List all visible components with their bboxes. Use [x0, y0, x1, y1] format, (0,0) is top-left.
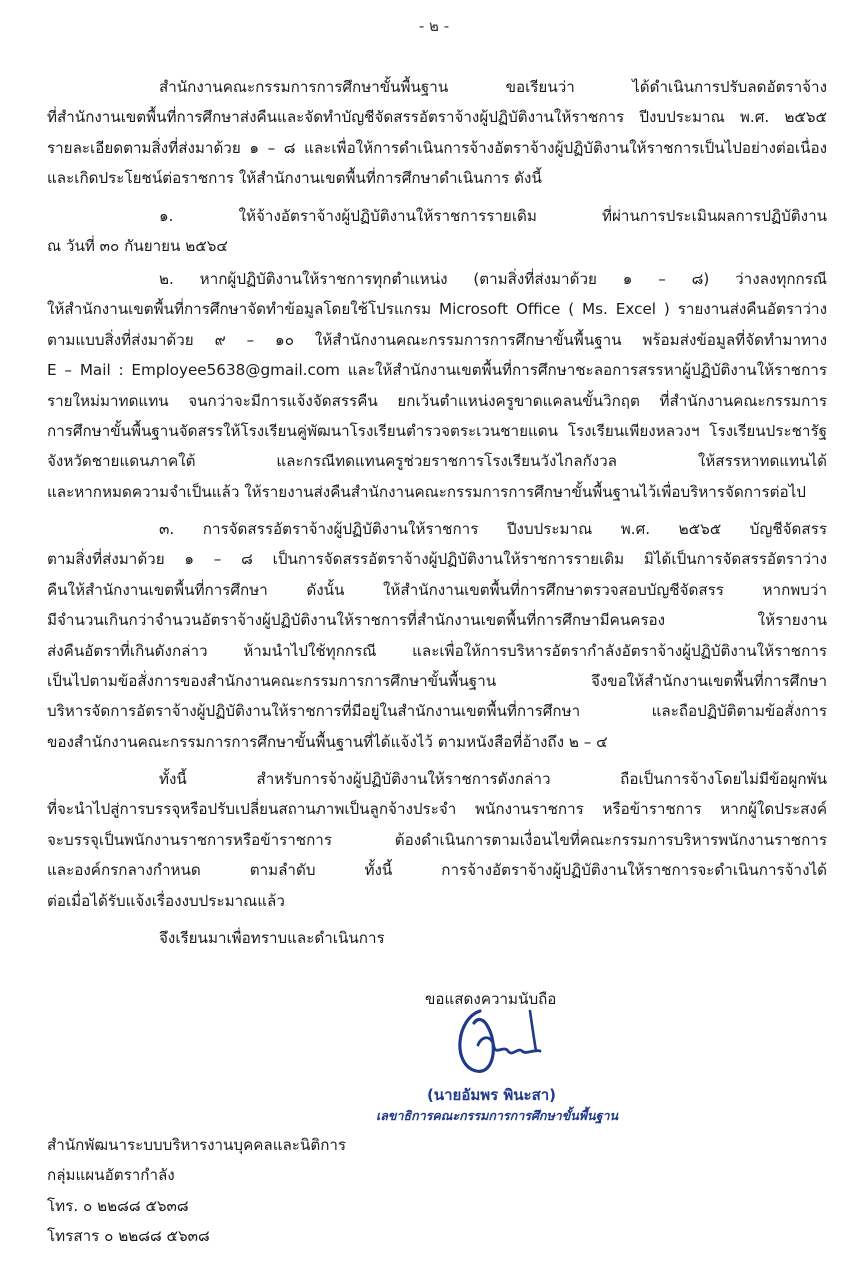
footer-tel: โทร. ๐ ๒๒๘๘ ๕๖๓๘	[47, 1196, 189, 1215]
page-number: - ๒ -	[418, 17, 450, 35]
signer-name: (นายอัมพร พินะสา)	[427, 1086, 557, 1104]
text-line: มีจำนวนเกินกว่าจำนวนอัตราจ้างผู้ปฏิบัติงานให้ราชการที่สำนักงานเขตพื้นที่การศึกษามีคนครอง ให้รายงาน	[47, 611, 827, 630]
footer-group: กลุ่มแผนอัตรากำลัง	[47, 1166, 175, 1185]
text-line: สำนักงานคณะกรรมการการศึกษาขั้นพื้นฐาน ขอเรียนว่า ได้ดำเนินการปรับลดอัตราจ้าง	[159, 78, 827, 96]
signature-image	[448, 1005, 568, 1083]
text-line: ทั้งนี้ สำหรับการจ้างผู้ปฏิบัติงานให้ราชการดังกล่าว ถือเป็นการจ้างโดยไม่มีข้อผูกพัน	[159, 770, 827, 788]
text-line: และเกิดประโยชน์ต่อราชการ ให้สำนักงานเขตพื้นที่การศึกษาดำเนินการ ดังนี้	[47, 169, 542, 188]
text-line: ๓. การจัดสรรอัตราจ้างผู้ปฏิบัติงานให้ราชการ ปีงบประมาณ พ.ศ. ๒๕๖๕ บัญชีจัดสรร	[159, 520, 827, 538]
text-line: เป็นไปตามข้อสั่งการของสำนักงานคณะกรรมการการศึกษาขั้นพื้นฐาน จึงขอให้สำนักงานเขตพื้นที่การศึกษา	[47, 672, 827, 691]
text-line: และองค์กรกลางกำหนด ตามลำดับ ทั้งนี้ การจ้างอัตราจ้างผู้ปฏิบัติงานให้ราชการจะดำเนินการจ้างได้	[47, 861, 827, 880]
footer-fax: โทรสาร ๐ ๒๒๘๘ ๕๖๓๘	[47, 1227, 210, 1246]
text-line: ๒. หากผู้ปฏิบัติงานให้ราชการทุกตำแหน่ง (ตามสิ่งที่ส่งมาด้วย ๑ – ๘) ว่างลงทุกกรณี	[159, 270, 827, 288]
text-line: ตามแบบสิ่งที่ส่งมาด้วย ๙ – ๑๐ ให้สำนักงานคณะกรรมการการศึกษาขั้นพื้นฐาน พร้อมส่งข้อมูลที่จัดทำมาทาง	[47, 330, 827, 349]
text-line: การศึกษาขั้นพื้นฐานจัดสรรให้โรงเรียนคู่พัฒนาโรงเรียนตำรวจตระเวนชายแดน โรงเรียนเพียงหลวงฯ โรงเรียนประชารัฐ	[47, 422, 827, 441]
text-line: ต่อเมื่อได้รับแจ้งเรื่องงบประมาณแล้ว	[47, 891, 285, 910]
text-line: จังหวัดชายแดนภาคใต้ และกรณีทดแทนครูช่วยราชการโรงเรียนวังไกลกังวล ให้สรรหาทดแทนได้	[47, 452, 827, 471]
signer-title: เลขาธิการคณะกรรมการการศึกษาขั้นพื้นฐาน	[376, 1108, 619, 1123]
text-line: จะบรรจุเป็นพนักงานราชการหรือข้าราชการ ต้องดำเนินการตามเงื่อนไขที่คณะกรรมการบริหารพนักงานราชการ	[47, 830, 827, 849]
text-line: ๑. ให้จ้างอัตราจ้างผู้ปฏิบัติงานให้ราชการรายเดิม ที่ผ่านการประเมินผลการปฏิบัติงาน	[159, 207, 827, 225]
paragraph-item-2	[47, 264, 827, 507]
paragraph-item-1	[47, 201, 827, 262]
text-line: E – Mail : Employee5638@gmail.com และให้สำนักงานเขตพื้นที่การศึกษาชะลอการสรรหาผู้ปฏิบัติงานให้ราชการ	[47, 361, 827, 380]
text-line: ส่งคืนอัตราที่เกินดังกล่าว ห้ามนำไปใช้ทุกกรณี และเพื่อให้การบริหารอัตรากำลังอัตราจ้างผู้ปฏิบัติงานให้ราชการ	[47, 641, 827, 660]
text-line: ให้สำนักงานเขตพื้นที่การศึกษาจัดทำข้อมูลโดยใช้โปรแกรม Microsoft Office ( Ms. Excel ) รายงานส่งคืนอัตราว่าง	[47, 300, 827, 319]
text-line: รายใหม่มาทดแทน จนกว่าจะมีการแจ้งจัดสรรคืน ยกเว้นตำแหน่งครูขาดแคลนขั้นวิกฤต ที่สำนักงานคณะกรรมการ	[47, 391, 827, 410]
text-line: บริหารจัดการอัตราจ้างผู้ปฏิบัติงานให้ราชการที่มีอยู่ในสำนักงานเขตพื้นที่การศึกษา และถือปฏิบัติตามข้อสั่งการ	[47, 702, 827, 721]
footer-office: สำนักพัฒนาระบบบริหารงานบุคคลและนิติการ	[47, 1136, 347, 1154]
text-line: ณ วันที่ ๓๐ กันยายน ๒๕๖๔	[47, 237, 228, 256]
text-line: ของสำนักงานคณะกรรมการการศึกษาขั้นพื้นฐานที่ได้แจ้งไว้ ตามหนังสือที่อ้างถึง ๒ – ๔	[47, 732, 608, 751]
paragraph-conditions	[47, 764, 827, 916]
text-line: ตามสิ่งที่ส่งมาด้วย ๑ – ๘ เป็นการจัดสรรอัตราจ้างผู้ปฏิบัติงานให้ราชการรายเดิม มิได้เป็นการจัดสรรอัตราว่าง	[47, 550, 827, 569]
closing-regards: ขอแสดงความนับถือ	[425, 990, 557, 1008]
footer-contact	[47, 1130, 346, 1252]
text-line: ที่จะนำไปสู่การบรรจุหรือปรับเปลี่ยนสถานภาพเป็นลูกจ้างประจำ พนักงานราชการ หรือข้าราชการ หากผู้ใดประสงค์	[47, 800, 827, 819]
text-line: ที่สำนักงานเขตพื้นที่การศึกษาส่งคืนและจัดทำบัญชีจัดสรรอัตราจ้างผู้ปฏิบัติงานให้ราชการ ปีงบประมาณ พ.ศ. ๒๕๖๕	[47, 108, 827, 127]
paragraph-intro	[47, 72, 827, 194]
text-line: รายละเอียดตามสิ่งที่ส่งมาด้วย ๑ – ๘ และเพื่อให้การดำเนินการจ้างอัตราจ้างผู้ปฏิบัติงานให้ราชการเป็นไปอย่างต่อเนื่อง	[47, 138, 827, 157]
text-line: คืนให้สำนักงานเขตพื้นที่การศึกษา ดังนั้น ให้สำนักงานเขตพื้นที่การศึกษาตรวจสอบบัญชีจัดสรร หากพบว่า	[47, 580, 827, 599]
text-line: และหากหมดความจำเป็นแล้ว ให้รายงานส่งคืนสำนักงานคณะกรรมการการศึกษาขั้นพื้นฐานไว้เพื่อบริหารจัดการต่อไป	[47, 482, 806, 501]
closing-request: จึงเรียนมาเพื่อทราบและดำเนินการ	[159, 929, 385, 947]
paragraph-item-3	[47, 514, 827, 757]
